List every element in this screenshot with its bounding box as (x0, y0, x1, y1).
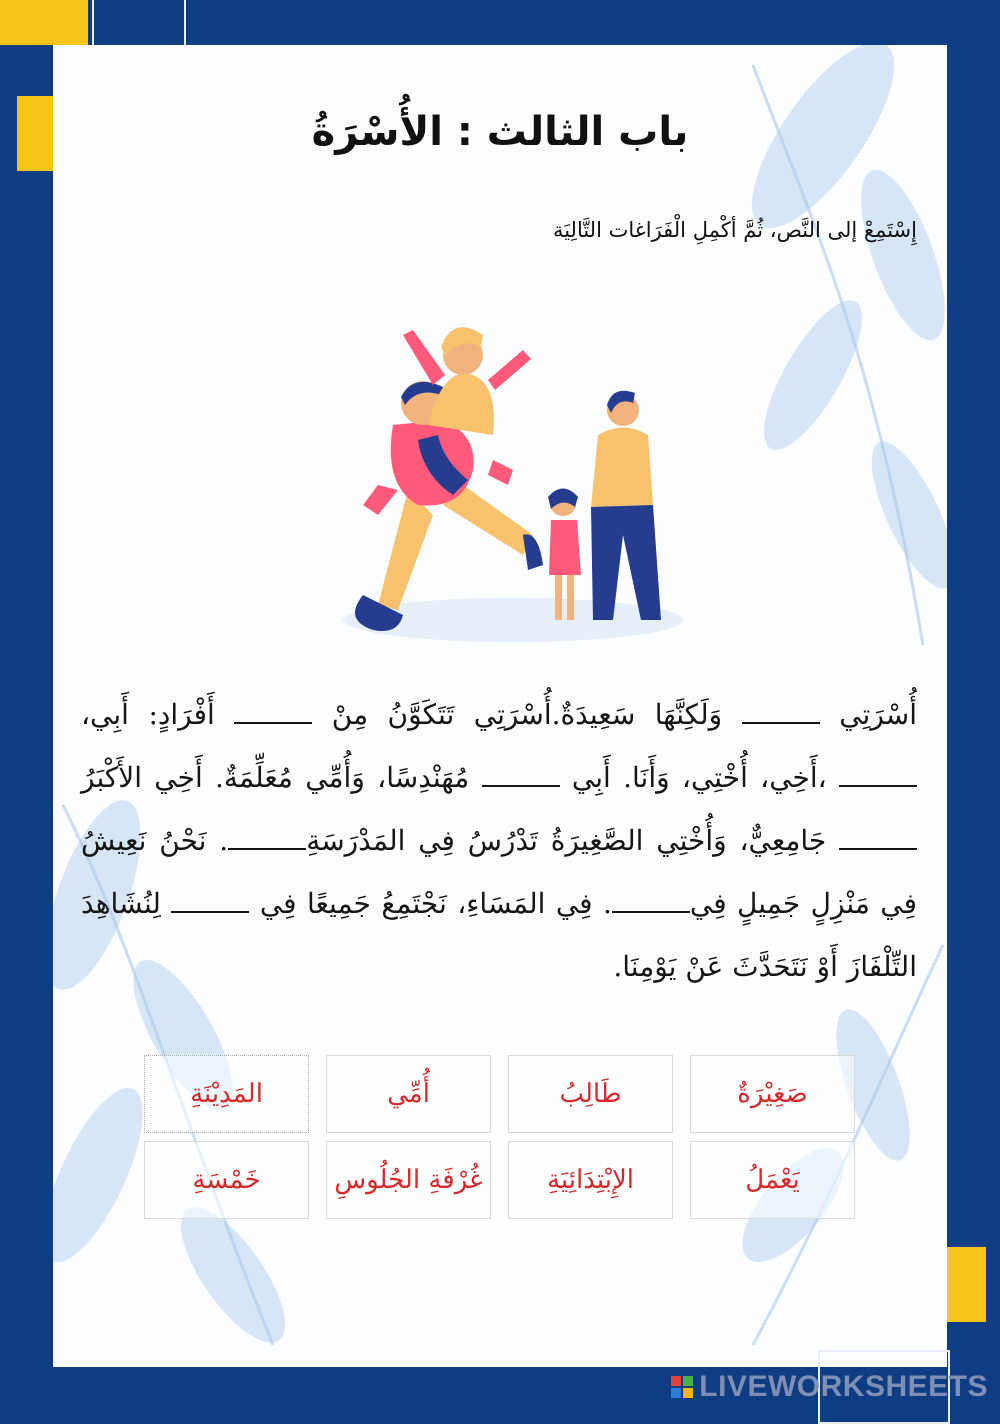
word-bank (143, 1055, 855, 1219)
paragraph-text: جَامِعِيٌّ، وَأُخْتِي الصَّغِيرَةُ تَدْرُسُ فِي المَدْرَسَةِ (306, 824, 827, 857)
word-card[interactable]: غُرْفَةِ الجُلُوسِ (326, 1141, 491, 1219)
paragraph-text: . (219, 824, 229, 857)
word-card[interactable]: يَعْمَلُ (690, 1141, 855, 1219)
paragraph-text: مُهَنْدِسًا، وَأُمِّي مُعَلِّمَةٌ. أَخِي (154, 761, 470, 794)
blank-field[interactable] (839, 767, 917, 787)
blank-field[interactable] (612, 893, 690, 913)
word-card[interactable]: صَغِيْرَةٌ (690, 1055, 855, 1133)
blank-field[interactable] (234, 704, 312, 724)
paragraph-text: أَبِي، (81, 698, 129, 731)
liveworksheets-brand (671, 1370, 988, 1404)
paragraph-text: أَفْرَادٍ: (148, 698, 215, 731)
family-illustration (323, 275, 683, 645)
blank-field[interactable] (482, 767, 560, 787)
paragraph-text: الأَكْبَرُ (81, 761, 142, 794)
blank-field[interactable] (228, 830, 306, 850)
fill-in-paragraph (81, 683, 917, 998)
liveworksheets-logo-icon (671, 1376, 693, 1398)
word-card[interactable]: أُمِّي (326, 1055, 491, 1133)
page-title: باب الثالث : الأُسْرَةُ (311, 109, 689, 155)
blank-field[interactable] (839, 830, 917, 850)
corner-block-top-left (0, 0, 88, 45)
paragraph-text: وَلَكِنَّهَا سَعِيدَةٌ.أُسْرَتِي تَتَكَوَّنُ مِنْ (331, 698, 723, 731)
word-card[interactable]: المَدِيْنَةِ (144, 1055, 309, 1133)
blank-field[interactable] (742, 704, 820, 724)
paragraph-text: ،أَخِي، أُخْتِي، وَأَنَا. أَبِي (571, 761, 827, 794)
blank-field[interactable] (171, 893, 249, 913)
instruction-text: إِسْتَمِعْ إلى النَّص، ثُمَّ أكْمِلِ الْفَرَاغات التَّالِيَة (552, 218, 917, 242)
paragraph-text: . فِي المَسَاءِ، نَجْتَمِعُ جَمِيعًا فِي (259, 887, 612, 920)
word-card[interactable]: الإِبْتِدَائِيَةِ (508, 1141, 673, 1219)
paragraph-text: أُسْرَتِي (839, 698, 918, 731)
word-card[interactable]: طَالِبُ (508, 1055, 673, 1133)
paragraph-text: نَحْنُ نَعِيشُ فِي مَنْزِلٍ جَمِيلٍ فِي (81, 824, 918, 920)
paragraph-text: لِنُشَاهِدَ التِّلْفَازَ أَوْ نَتَحَدَّثَ عَنْ يَوْمِنَا. (81, 887, 917, 983)
word-card[interactable]: خَمْسَةِ (144, 1141, 309, 1219)
brand-name: LIVEWORKSHEETS (699, 1370, 988, 1403)
worksheet-page (53, 45, 947, 1367)
